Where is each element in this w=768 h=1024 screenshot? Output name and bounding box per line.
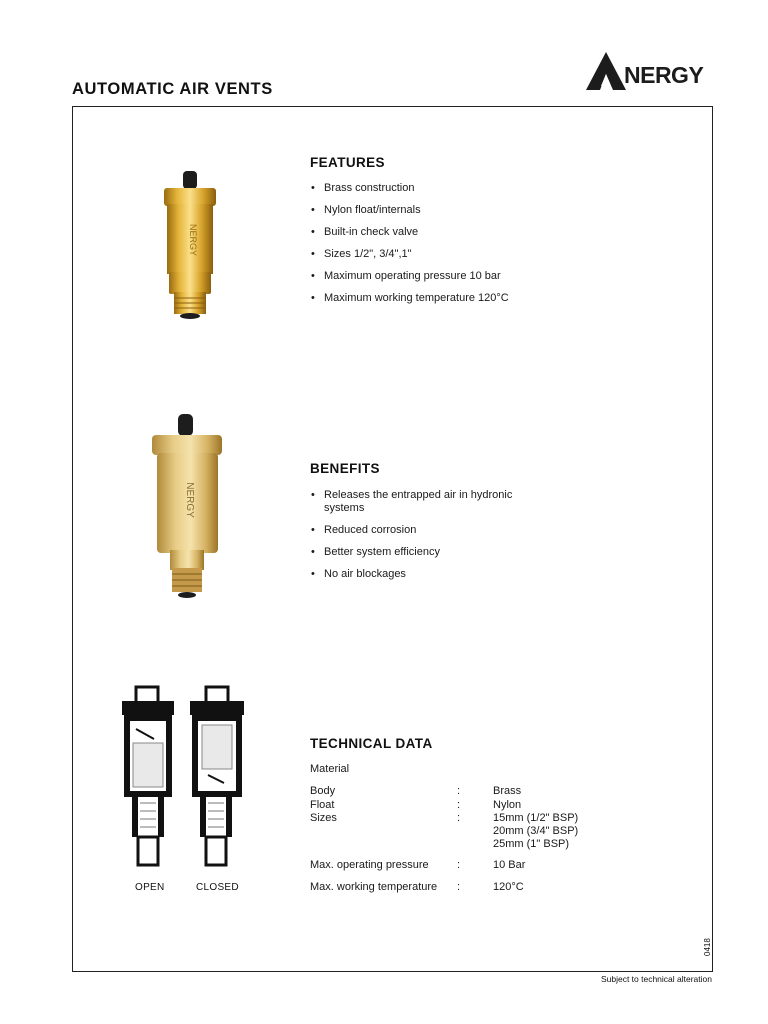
svg-text:NERGY: NERGY xyxy=(188,223,198,257)
logo-triangle-icon xyxy=(584,50,628,94)
document-code: 0418 xyxy=(703,938,712,956)
spec-label: Sizes xyxy=(310,812,337,824)
logo-text: NERGY xyxy=(624,62,704,88)
cross-section-diagram xyxy=(118,685,248,875)
spec-value: Brass xyxy=(493,785,522,797)
energy-logo xyxy=(584,50,716,94)
small-air-vent-image xyxy=(150,168,230,323)
spec-value: 15mm (1/2" BSP) 20mm (3/4" BSP) 25mm (1" BSP) xyxy=(493,812,579,850)
spec-colon: : xyxy=(457,812,461,824)
spec-colon: : xyxy=(457,785,461,797)
list-item: • Maximum working temperature 120°C xyxy=(310,292,630,305)
spec-label: Float xyxy=(310,799,335,811)
benefits-heading: BENEFITS xyxy=(310,461,380,476)
spec-colon: : xyxy=(457,799,461,811)
technical-data-heading: TECHNICAL DATA xyxy=(310,736,433,751)
spec-colon: : xyxy=(457,859,461,871)
features-heading: FEATURES xyxy=(310,155,385,170)
list-item: • Maximum operating pressure 10 bar xyxy=(310,270,630,283)
page-title: AUTOMATIC AIR VENTS xyxy=(72,80,273,98)
list-item: • Releases the entrapped air in hydronic systems xyxy=(310,489,540,515)
list-item: • Brass construction xyxy=(310,182,630,195)
list-item: • Built-in check valve xyxy=(310,226,630,239)
spec-colon: : xyxy=(457,881,461,893)
caption-open: OPEN xyxy=(135,882,165,893)
list-item: • Reduced corrosion xyxy=(310,524,540,537)
benefits-list xyxy=(310,489,540,590)
closed-section-drawing xyxy=(190,687,244,865)
spec-value: Nylon xyxy=(493,799,522,811)
spec-label: Max. working temperature xyxy=(310,881,438,893)
list-item: • Nylon float/internals xyxy=(310,204,630,217)
large-air-vent-image xyxy=(140,410,235,605)
spec-label: Max. operating pressure xyxy=(310,859,429,871)
footer-note: Subject to technical alteration xyxy=(600,974,712,984)
open-section-drawing xyxy=(122,687,174,865)
list-item: • Sizes 1/2", 3/4",1" xyxy=(310,248,630,261)
list-item: • No air blockages xyxy=(310,568,540,581)
svg-text:NERGY: NERGY xyxy=(184,482,195,518)
features-list xyxy=(310,182,630,314)
spec-label: Body xyxy=(310,785,336,797)
caption-closed: CLOSED xyxy=(196,882,239,893)
spec-value: 120°C xyxy=(493,881,524,893)
material-label: Material xyxy=(310,763,350,775)
list-item: • Better system efficiency xyxy=(310,546,540,559)
spec-value: 10 Bar xyxy=(493,859,526,871)
